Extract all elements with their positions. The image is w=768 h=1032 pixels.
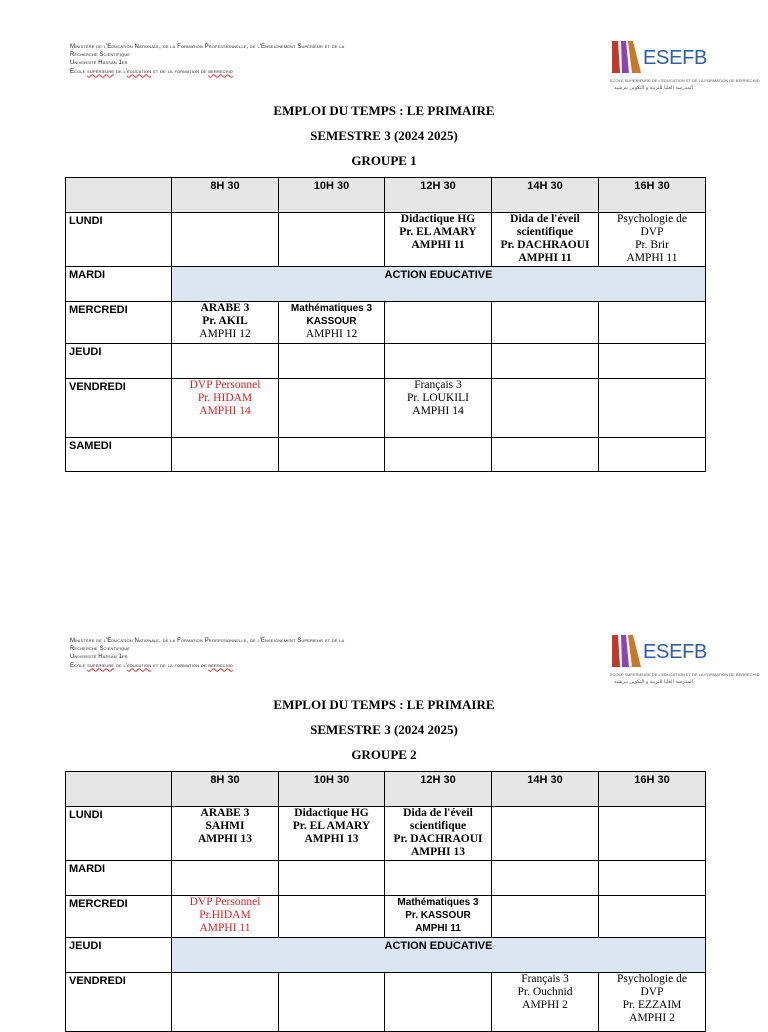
ministry-header	[70, 637, 490, 670]
logo-text: ESEFB	[643, 47, 708, 69]
schedule-cell	[492, 861, 599, 896]
course-name: Didactique HG	[400, 213, 476, 225]
schedule-cell	[385, 379, 492, 438]
header-cell: 16H 30	[599, 772, 706, 807]
schedule-cell	[172, 213, 279, 267]
course-teacher: KASSOUR	[306, 316, 357, 327]
header-cell: 8H 30	[172, 772, 279, 807]
table-row	[66, 438, 706, 472]
header-cell: 10H 30	[279, 178, 385, 213]
table-row	[66, 302, 706, 344]
schedule-cell	[599, 438, 706, 472]
ministry-line: Ministère de l'Education Nationale, de la Formation Professionnelle, de l'Enseignement Supérieur et de la	[70, 638, 345, 644]
esefb-logo	[610, 631, 760, 689]
course-name: DVP Personnel	[189, 379, 261, 391]
course-name: DVP	[640, 986, 664, 998]
table-header-row	[66, 772, 706, 807]
group-title: GROUPE 2	[351, 747, 417, 762]
schedule-cell	[172, 973, 279, 1032]
course-room: AMPHI 2	[629, 1012, 675, 1024]
action-educative-band: ACTION EDUCATIVE	[172, 938, 706, 973]
schedule-cell	[599, 302, 706, 344]
schedule-cell	[492, 344, 599, 379]
course-name: scientifique	[516, 226, 574, 238]
schedule-cell	[172, 807, 279, 861]
schedule-cell	[172, 861, 279, 896]
schedule-cell	[279, 344, 385, 379]
ministry-line: Ecole supérieure de l'éducation et de la formation de berrechid	[70, 68, 233, 75]
course-name: Psychologie de	[617, 973, 687, 985]
course-teacher: Pr. EZZAIM	[622, 999, 682, 1011]
schedule-cell	[385, 213, 492, 267]
schedule-cell	[492, 896, 599, 938]
day-label: LUNDI	[66, 213, 172, 267]
course-room: AMPHI 13	[411, 846, 465, 858]
table-row	[66, 379, 706, 438]
course-name: ARABE 3	[200, 302, 250, 314]
logo-caption-fr: ECOLE SUPERIEURE DE L'EDUCATION ET DE LA FORMATION DE BERRECHID	[610, 78, 760, 83]
course-name: Didactique HG	[294, 807, 369, 819]
course-name: DVP	[640, 226, 664, 238]
page-title: EMPLOI DU TEMPS : LE PRIMAIRE	[273, 697, 495, 712]
schedule-cell	[279, 807, 385, 861]
course-name: ARABE 3	[200, 807, 250, 819]
course-room: AMPHI 14	[199, 405, 251, 417]
header-cell: 8H 30	[172, 178, 279, 213]
header-corner-cell	[66, 178, 172, 213]
timetable	[65, 177, 706, 472]
header-cell: 14H 30	[492, 178, 599, 213]
ministry-line: Université Hassan 1er	[70, 654, 128, 661]
day-label: MARDI	[66, 861, 172, 896]
schedule-cell	[599, 807, 706, 861]
schedule-cell	[492, 302, 599, 344]
course-room: AMPHI 12	[199, 328, 251, 340]
logo-text: ESEFB	[643, 641, 708, 663]
course-name: Mathématiques 3	[290, 303, 373, 314]
ministry-line: Recherche Scientifique	[70, 646, 130, 653]
course-teacher: Pr.HIDAM	[199, 909, 251, 921]
course-room: AMPHI 2	[522, 999, 568, 1011]
timetable	[65, 771, 706, 1032]
course-name: scientifique	[409, 820, 467, 832]
schedule-cell	[172, 344, 279, 379]
schedule-cell	[172, 438, 279, 472]
logo-caption-ar: المدرسة العليا للتربية و التكوين ببرشيد	[614, 85, 694, 91]
logo-bars-icon	[610, 633, 642, 667]
day-label: LUNDI	[66, 807, 172, 861]
schedule-cell	[172, 379, 279, 438]
table-row	[66, 938, 706, 973]
schedule-cell	[279, 213, 385, 267]
course-room: AMPHI 12	[305, 328, 358, 340]
schedule-cell	[492, 438, 599, 472]
course-room: AMPHI 11	[411, 239, 465, 251]
header-cell: 12H 30	[385, 178, 492, 213]
schedule-cell	[385, 861, 492, 896]
schedule-cell	[492, 973, 599, 1032]
schedule-cell	[492, 807, 599, 861]
ministry-line: Ecole supérieure de l'éducation et de la formation de berrechid	[70, 662, 233, 669]
table-row	[66, 973, 706, 1032]
course-name: DVP Personnel	[189, 896, 261, 908]
schedule-cell	[599, 344, 706, 379]
group-title: GROUPE 1	[351, 153, 417, 168]
table-row	[66, 344, 706, 379]
schedule-cell	[492, 379, 599, 438]
day-label: JEUDI	[66, 344, 172, 379]
header-cell: 14H 30	[492, 772, 599, 807]
course-teacher: Pr. Ouchnid	[517, 986, 573, 998]
day-label: VENDREDI	[66, 973, 172, 1032]
course-name: Psychologie de	[617, 213, 687, 225]
course-name: Dida de l'éveil	[403, 807, 473, 819]
day-label: MARDI	[66, 267, 172, 302]
day-label: VENDREDI	[66, 379, 172, 438]
schedule-cell	[279, 973, 385, 1032]
schedule-cell	[385, 896, 492, 938]
course-room: AMPHI 11	[199, 922, 251, 934]
course-teacher: Pr. LOUKILI	[407, 392, 469, 404]
header-cell: 12H 30	[385, 772, 492, 807]
day-label: MERCREDI	[66, 896, 172, 938]
schedule-cell	[385, 302, 492, 344]
schedule-cell	[385, 973, 492, 1032]
header-cell: 16H 30	[599, 178, 706, 213]
semester-title: SEMESTRE 3 (2024 2025)	[310, 128, 458, 143]
schedule-cell	[492, 213, 599, 267]
schedule-cell	[172, 302, 279, 344]
schedule-cell	[279, 438, 385, 472]
course-teacher: Pr. KASSOUR	[405, 910, 471, 921]
ministry-header	[70, 43, 490, 76]
schedule-cell	[599, 213, 706, 267]
course-room: AMPHI 13	[198, 833, 252, 845]
course-room: AMPHI 11	[518, 252, 572, 264]
day-label: SAMEDI	[66, 438, 172, 472]
schedule-cell	[385, 807, 492, 861]
course-teacher: Pr. DACHRAOUI	[393, 833, 483, 845]
schedule-cell	[385, 344, 492, 379]
table-row	[66, 213, 706, 267]
schedule-cell	[279, 379, 385, 438]
table-row	[66, 861, 706, 896]
course-teacher: Pr. HIDAM	[197, 392, 253, 404]
course-name: Mathématiques 3	[397, 897, 479, 908]
course-room: AMPHI 14	[412, 405, 464, 417]
schedule-cell	[172, 896, 279, 938]
logo-caption-fr: ECOLE SUPERIEURE DE L'EDUCATION ET DE LA FORMATION DE BERRECHID	[610, 672, 760, 677]
course-teacher: Pr. EL AMARY	[292, 820, 371, 832]
ministry-line: Ministère de l'Education Nationale, de la Formation Professionnelle, de l'Enseignement Supérieur et de la	[70, 44, 345, 50]
header-cell: 10H 30	[279, 772, 385, 807]
schedule-cell	[385, 438, 492, 472]
schedule-cell	[279, 302, 385, 344]
course-name: Français 3	[521, 973, 569, 985]
schedule-cell	[599, 896, 706, 938]
ministry-line: Recherche Scientifique	[70, 52, 130, 59]
schedule-cell	[599, 379, 706, 438]
page-title: EMPLOI DU TEMPS : LE PRIMAIRE	[273, 103, 495, 118]
schedule-cell	[599, 861, 706, 896]
semester-title: SEMESTRE 3 (2024 2025)	[310, 722, 458, 737]
table-row	[66, 896, 706, 938]
course-name: Dida de l'éveil	[510, 213, 580, 225]
schedule-cell	[279, 896, 385, 938]
course-name: Français 3	[414, 379, 462, 391]
ministry-line: Université Hassan 1er	[70, 60, 128, 67]
logo-bars-icon	[610, 39, 642, 73]
table-row	[66, 807, 706, 861]
course-room: AMPHI 13	[304, 833, 359, 845]
course-teacher: Pr. DACHRAOUI	[500, 239, 590, 251]
day-label: MERCREDI	[66, 302, 172, 344]
course-teacher: Pr. AKIL	[202, 315, 248, 327]
logo-caption-ar: المدرسة العليا للتربية و التكوين ببرشيد	[614, 679, 694, 685]
course-teacher: SAHMI	[205, 820, 245, 832]
esefb-logo	[610, 37, 760, 95]
action-educative-band: ACTION EDUCATIVE	[172, 267, 706, 302]
course-room: AMPHI 11	[415, 923, 461, 934]
schedule-cell	[599, 973, 706, 1032]
course-room: AMPHI 11	[626, 252, 678, 264]
course-teacher: Pr. EL AMARY	[399, 226, 477, 238]
table-header-row	[66, 178, 706, 213]
day-label: JEUDI	[66, 938, 172, 973]
schedule-cell	[279, 861, 385, 896]
course-teacher: Pr. Brir	[635, 239, 669, 251]
header-corner-cell	[66, 772, 172, 807]
table-row	[66, 267, 706, 302]
